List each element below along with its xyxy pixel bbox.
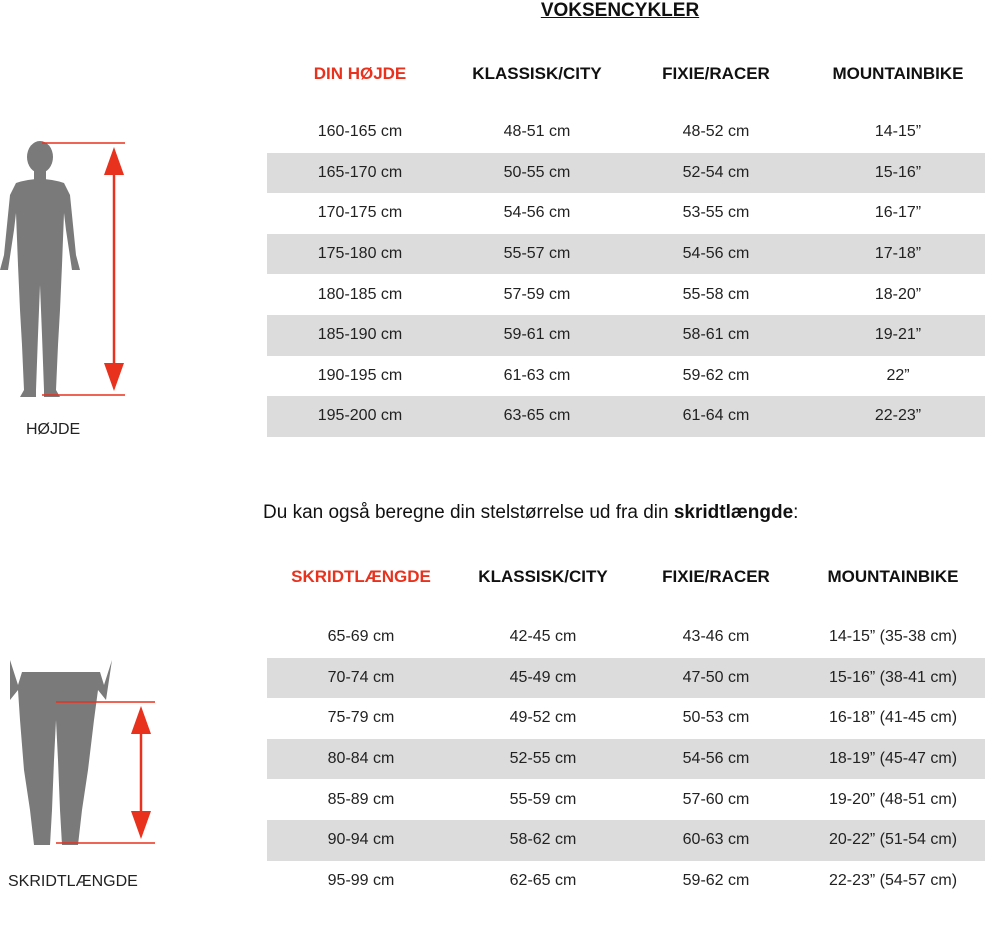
table-cell: 70-74 cm bbox=[327, 668, 395, 686]
table-cell: 15-16” bbox=[874, 163, 922, 181]
table-cell: 45-49 cm bbox=[509, 668, 577, 686]
inseam-figure-label: SKRIDTLÆNGDE bbox=[8, 873, 138, 890]
header-mountainbike: MOUNTAINBIKE bbox=[832, 64, 964, 83]
table-cell: 55-59 cm bbox=[509, 790, 577, 808]
table-cell: 165-170 cm bbox=[317, 163, 403, 181]
table-cell: 52-55 cm bbox=[509, 750, 577, 768]
table-cell: 49-52 cm bbox=[509, 709, 577, 727]
table-cell: 160-165 cm bbox=[317, 123, 403, 141]
inseam-figure bbox=[0, 660, 170, 855]
table-cell: 18-19” (45-47 cm) bbox=[828, 750, 958, 768]
table-cell: 61-63 cm bbox=[503, 366, 571, 384]
table-cell: 57-60 cm bbox=[682, 790, 750, 808]
table-cell: 48-51 cm bbox=[503, 123, 571, 141]
table-cell: 80-84 cm bbox=[327, 750, 395, 768]
body-silhouette-icon bbox=[0, 141, 80, 397]
note-text: Du kan også beregne din stelstørrelse ud fra din bbox=[263, 502, 674, 523]
table-cell: 54-56 cm bbox=[503, 204, 571, 222]
table-cell: 90-94 cm bbox=[327, 831, 395, 849]
table-row bbox=[267, 820, 985, 861]
table-row bbox=[267, 658, 985, 699]
table-cell: 42-45 cm bbox=[509, 628, 577, 646]
table-cell: 20-22” (51-54 cm) bbox=[828, 831, 958, 849]
table-row bbox=[267, 739, 985, 780]
table-cell: 50-53 cm bbox=[682, 709, 750, 727]
table-cell: 50-55 cm bbox=[503, 163, 571, 181]
table-row bbox=[267, 356, 985, 397]
table-row bbox=[267, 112, 985, 153]
table-cell: 52-54 cm bbox=[682, 163, 750, 181]
table-cell: 22-23” bbox=[874, 407, 922, 425]
table-cell: 57-59 cm bbox=[503, 285, 571, 303]
note-bold: skridtlængde bbox=[673, 502, 794, 523]
table-cell: 53-55 cm bbox=[682, 204, 750, 222]
table-row bbox=[267, 153, 985, 194]
table-cell: 55-58 cm bbox=[682, 285, 750, 303]
table-cell: 170-175 cm bbox=[317, 204, 403, 222]
table-row bbox=[267, 315, 985, 356]
height-figure-label: HØJDE bbox=[26, 421, 81, 438]
header-klassisk-city: KLASSISK/CITY bbox=[472, 64, 602, 83]
table-cell: 19-21” bbox=[874, 326, 922, 344]
table-cell: 58-62 cm bbox=[509, 831, 577, 849]
table-cell: 14-15” bbox=[874, 123, 922, 141]
table-cell: 47-50 cm bbox=[682, 668, 750, 686]
header-mountainbike: MOUNTAINBIKE bbox=[827, 567, 959, 586]
legs-silhouette-icon bbox=[10, 660, 112, 845]
header-fixie-racer: FIXIE/RACER bbox=[662, 64, 770, 83]
table-cell: 14-15” (35-38 cm) bbox=[828, 628, 958, 646]
table-row bbox=[267, 193, 985, 234]
inseam-size-table bbox=[267, 557, 985, 901]
header-din-hojde: DIN HØJDE bbox=[313, 64, 407, 83]
table-cell: 62-65 cm bbox=[509, 871, 577, 889]
table-cell: 19-20” (48-51 cm) bbox=[828, 790, 958, 808]
table-cell: 43-46 cm bbox=[682, 628, 750, 646]
table-cell: 180-185 cm bbox=[317, 285, 403, 303]
page-title: VOKSENCYKLER bbox=[540, 0, 700, 21]
table-row bbox=[267, 234, 985, 275]
table-cell: 17-18” bbox=[874, 245, 922, 263]
table-cell: 65-69 cm bbox=[327, 628, 395, 646]
table-row bbox=[267, 274, 985, 315]
height-size-table bbox=[267, 54, 985, 437]
table-cell: 22” bbox=[886, 366, 910, 384]
header-fixie-racer: FIXIE/RACER bbox=[662, 567, 770, 586]
table-cell: 85-89 cm bbox=[327, 790, 395, 808]
table-cell: 60-63 cm bbox=[682, 831, 750, 849]
table-cell: 15-16” (38-41 cm) bbox=[828, 668, 958, 686]
table-row bbox=[267, 698, 985, 739]
table-header-row bbox=[267, 54, 985, 94]
height-figure bbox=[0, 135, 160, 405]
table-cell: 185-190 cm bbox=[317, 326, 403, 344]
table-cell: 18-20” bbox=[874, 285, 922, 303]
table-row bbox=[267, 779, 985, 820]
table-row bbox=[267, 861, 985, 902]
table-cell: 75-79 cm bbox=[327, 709, 395, 727]
note-suffix: : bbox=[793, 502, 799, 523]
table-cell: 63-65 cm bbox=[503, 407, 571, 425]
table-cell: 16-17” bbox=[874, 204, 922, 222]
table-cell: 58-61 cm bbox=[682, 326, 750, 344]
table-cell: 59-62 cm bbox=[682, 871, 750, 889]
table-cell: 59-61 cm bbox=[503, 326, 571, 344]
table-cell: 175-180 cm bbox=[317, 245, 403, 263]
table-cell: 16-18” (41-45 cm) bbox=[828, 709, 958, 727]
table-cell: 61-64 cm bbox=[682, 407, 750, 425]
table-cell: 54-56 cm bbox=[682, 750, 750, 768]
inseam-note bbox=[263, 502, 798, 524]
table-cell: 195-200 cm bbox=[317, 407, 403, 425]
table-cell: 95-99 cm bbox=[327, 871, 395, 889]
header-skridtlaengde: SKRIDTLÆNGDE bbox=[291, 567, 431, 586]
table-cell: 54-56 cm bbox=[682, 245, 750, 263]
table-cell: 59-62 cm bbox=[682, 366, 750, 384]
table-row bbox=[267, 396, 985, 437]
table-cell: 55-57 cm bbox=[503, 245, 571, 263]
table-row bbox=[267, 617, 985, 658]
header-klassisk-city: KLASSISK/CITY bbox=[478, 567, 608, 586]
table-cell: 48-52 cm bbox=[682, 123, 750, 141]
table-cell: 190-195 cm bbox=[317, 366, 403, 384]
table-header-row bbox=[267, 557, 985, 597]
table-cell: 22-23” (54-57 cm) bbox=[828, 871, 958, 889]
